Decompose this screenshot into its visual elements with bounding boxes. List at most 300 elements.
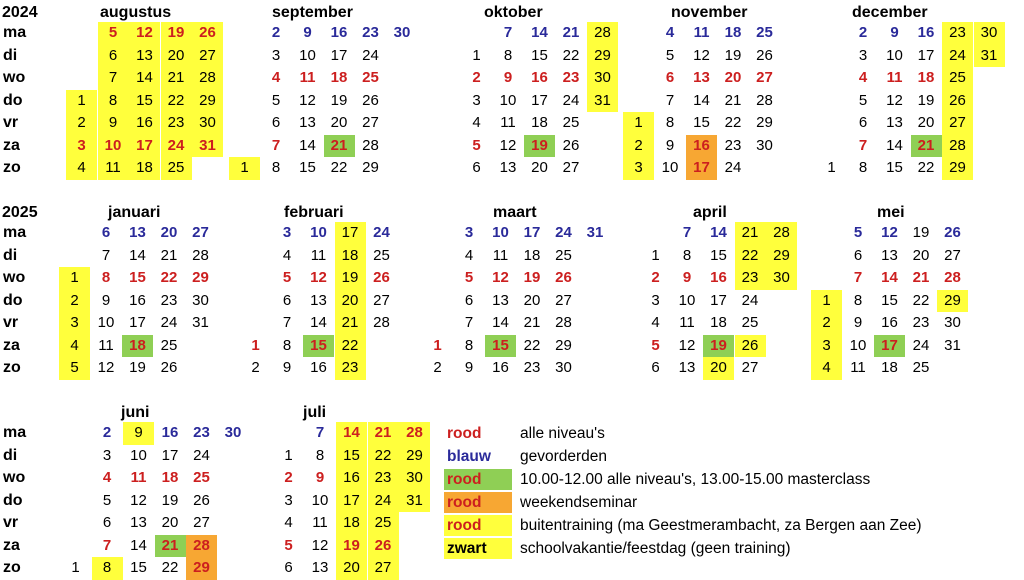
day-cell: 22 [161, 90, 192, 113]
day-cell: 1 [59, 267, 90, 290]
day-cell: 19 [523, 269, 541, 286]
day-cell: 17 [129, 135, 160, 158]
day-cell: 16 [336, 467, 367, 490]
day-cell: 19 [161, 491, 179, 509]
day-cell: 7 [665, 91, 675, 109]
day-label: vr [3, 114, 19, 131]
day-cell: 25 [562, 114, 580, 131]
day-cell: 9 [853, 314, 863, 331]
day-label: di [3, 46, 18, 64]
day-cell: 14 [130, 536, 147, 554]
day-cell: 20 [160, 224, 178, 241]
day-cell: 26 [944, 224, 961, 241]
day-cell: 13 [299, 114, 316, 131]
day-cell: 26 [192, 22, 223, 45]
day-cell: 21 [155, 535, 186, 558]
day-cell: 28 [756, 91, 773, 109]
day-cell: 9 [282, 359, 292, 376]
day-cell: 2 [433, 359, 442, 376]
day-cell: 14 [129, 246, 146, 264]
day-cell: 14 [710, 224, 727, 241]
day-cell: 20 [161, 514, 179, 531]
day-label: do [3, 491, 23, 509]
day-cell: 31 [192, 314, 209, 331]
day-cell: 11 [500, 114, 516, 131]
day-cell: 11 [98, 336, 114, 354]
day-cell: 27 [193, 514, 210, 531]
day-cell: 21 [911, 135, 942, 158]
day-cell: 16 [492, 359, 509, 376]
day-cell: 20 [335, 290, 366, 313]
day-cell: 13 [881, 246, 898, 264]
day-cell: 12 [129, 22, 160, 45]
day-cell: 7 [464, 314, 474, 331]
day-cell: 1 [623, 112, 654, 135]
day-cell: 29 [937, 290, 968, 313]
day-cell: 12 [492, 269, 509, 286]
day-cell: 25 [161, 157, 192, 180]
day-cell: 25 [193, 469, 210, 486]
day-cell: 3 [271, 46, 281, 64]
day-cell: 23 [912, 314, 930, 331]
day-cell: 15 [129, 90, 160, 113]
day-cell: 2 [858, 24, 868, 41]
day-cell: 15 [129, 269, 146, 286]
day-cell: 28 [942, 135, 973, 158]
day-cell: 17 [874, 335, 905, 358]
day-cell: 3 [623, 157, 654, 180]
day-cell: 28 [944, 269, 961, 286]
day-cell: 6 [665, 69, 675, 86]
day-cell: 26 [362, 91, 379, 109]
day-label: zo [3, 359, 21, 376]
day-cell: 20 [912, 246, 930, 264]
day-cell: 12 [881, 224, 898, 241]
day-cell: 23 [942, 22, 973, 45]
day-cell: 9 [503, 69, 513, 86]
day-cell: 21 [161, 67, 192, 90]
day-cell: 16 [161, 424, 179, 441]
day-label: zo [3, 559, 21, 576]
day-cell: 5 [472, 136, 481, 154]
day-cell: 14 [336, 422, 367, 445]
day-cell: 14 [693, 91, 710, 109]
day-label: di [3, 246, 18, 264]
day-cell: 2 [284, 469, 293, 486]
day-cell: 3 [59, 312, 90, 335]
day-cell: 16 [531, 69, 548, 86]
day-cell: 24 [193, 446, 210, 464]
day-cell: 10 [299, 46, 316, 64]
day-cell: 20 [523, 291, 541, 309]
day-cell: 8 [315, 446, 325, 464]
legend-text: buitentraining (ma Geestmerambacht, za Bergen aan Zee) [520, 517, 922, 534]
day-cell: 29 [192, 90, 223, 113]
day-cell: 20 [531, 159, 548, 176]
month-title: mei [877, 204, 905, 221]
day-cell: 21 [562, 24, 580, 41]
day-cell: 26 [368, 535, 399, 558]
day-cell: 24 [161, 135, 192, 158]
day-cell: 10 [678, 291, 696, 309]
day-cell: 26 [160, 359, 178, 376]
day-cell: 16 [129, 112, 160, 135]
day-cell: 7 [315, 424, 325, 441]
day-cell: 18 [523, 246, 541, 264]
day-cell: 6 [472, 159, 481, 176]
day-cell: 18 [330, 69, 348, 86]
day-cell: 10 [130, 446, 147, 464]
legend-text: gevorderden [520, 448, 608, 465]
day-cell: 22 [735, 245, 766, 268]
day-label: ma [3, 224, 27, 241]
day-cell: 13 [693, 69, 710, 86]
day-cell: 2 [271, 24, 281, 41]
day-cell: 2 [651, 269, 660, 286]
day-cell: 30 [944, 314, 961, 331]
day-cell: 10 [311, 491, 329, 509]
day-cell: 30 [766, 267, 797, 290]
day-cell: 9 [682, 269, 692, 286]
day-cell: 15 [130, 559, 147, 576]
day-cell: 18 [129, 157, 160, 180]
day-cell: 17 [335, 222, 366, 245]
day-cell: 19 [703, 335, 734, 358]
day-cell: 28 [373, 314, 390, 331]
day-cell: 12 [299, 91, 316, 109]
day-cell: 15 [485, 335, 516, 358]
day-cell: 10 [499, 91, 517, 109]
day-label: za [3, 136, 20, 154]
day-cell: 27 [373, 291, 390, 309]
day-cell: 3 [284, 491, 293, 509]
day-cell: 18 [881, 359, 898, 376]
day-cell: 25 [160, 336, 178, 354]
legend-text: schoolvakantie/feestdag (geen training) [520, 540, 791, 557]
day-cell: 22 [562, 46, 580, 64]
day-cell: 28 [192, 246, 209, 264]
day-cell: 3 [282, 224, 292, 241]
day-cell: 30 [555, 359, 572, 376]
day-cell: 1 [433, 336, 442, 354]
day-cell: 14 [531, 24, 548, 41]
day-cell: 15 [299, 159, 316, 176]
day-cell: 15 [881, 291, 898, 309]
day-cell: 9 [890, 24, 899, 41]
day-cell: 8 [682, 246, 692, 264]
day-cell: 22 [160, 269, 178, 286]
day-cell: 16 [310, 359, 327, 376]
day-cell: 11 [310, 246, 327, 264]
day-cell: 8 [858, 159, 868, 176]
month-title: oktober [484, 4, 543, 21]
day-cell: 5 [282, 269, 292, 286]
day-cell: 4 [66, 157, 97, 180]
day-cell: 30 [192, 291, 209, 309]
month-title: augustus [100, 4, 172, 21]
day-cell: 7 [503, 24, 513, 41]
day-cell: 9 [315, 469, 325, 486]
day-cell: 9 [123, 422, 154, 445]
day-cell: 20 [703, 357, 734, 380]
day-cell: 29 [399, 445, 430, 468]
day-cell: 9 [101, 291, 111, 309]
day-cell: 19 [161, 22, 192, 45]
year-label: 2024 [2, 4, 38, 21]
day-cell: 3 [464, 224, 474, 241]
day-cell: 26 [193, 491, 210, 509]
day-cell: 26 [735, 335, 766, 358]
day-cell: 2 [102, 424, 112, 441]
day-cell: 29 [942, 157, 973, 180]
legend-key: rood [444, 492, 512, 513]
day-cell: 6 [858, 114, 868, 131]
day-cell: 21 [160, 246, 178, 264]
day-cell: 19 [330, 91, 348, 109]
day-cell: 7 [858, 136, 868, 154]
day-cell: 18 [336, 512, 367, 535]
day-cell: 2 [472, 69, 481, 86]
day-cell: 11 [679, 314, 695, 331]
day-cell: 13 [130, 514, 147, 531]
day-cell: 23 [362, 24, 379, 41]
day-cell: 10 [886, 46, 903, 64]
day-cell: 24 [373, 224, 390, 241]
day-cell: 14 [881, 269, 898, 286]
day-cell: 31 [399, 490, 430, 513]
day-cell: 5 [59, 357, 90, 380]
day-cell: 6 [284, 559, 293, 576]
day-cell: 6 [102, 514, 112, 531]
day-label: vr [3, 314, 19, 331]
day-cell: 24 [368, 490, 399, 513]
month-title: april [693, 204, 727, 221]
day-cell: 29 [192, 269, 209, 286]
day-label: wo [3, 69, 26, 86]
day-cell: 10 [849, 336, 867, 354]
day-cell: 15 [693, 114, 710, 131]
day-cell: 17 [129, 314, 146, 331]
day-cell: 23 [368, 467, 399, 490]
day-cell: 28 [766, 222, 797, 245]
day-cell: 13 [129, 45, 160, 68]
day-cell: 14 [129, 67, 160, 90]
day-cell: 4 [271, 69, 281, 86]
day-cell: 1 [71, 559, 80, 576]
month-title: januari [108, 204, 161, 221]
day-cell: 2 [251, 359, 260, 376]
day-cell: 25 [912, 359, 930, 376]
day-cell: 7 [101, 246, 111, 264]
day-cell: 18 [710, 314, 727, 331]
day-cell: 8 [271, 159, 281, 176]
day-cell: 3 [651, 291, 660, 309]
legend-key: rood [444, 515, 512, 536]
day-cell: 23 [724, 136, 742, 154]
day-cell: 5 [853, 224, 863, 241]
day-cell: 12 [97, 359, 115, 376]
legend-key: zwart [444, 538, 512, 559]
day-cell: 11 [98, 157, 129, 180]
day-cell: 22 [368, 445, 399, 468]
day-cell: 17 [161, 446, 179, 464]
day-cell: 30 [192, 112, 223, 135]
month-title: juni [121, 404, 150, 421]
day-cell: 4 [811, 357, 842, 380]
day-cell: 22 [523, 336, 541, 354]
day-cell: 19 [917, 91, 935, 109]
day-cell: 5 [98, 22, 129, 45]
day-cell: 11 [693, 24, 710, 41]
day-cell: 18 [917, 69, 935, 86]
day-cell: 19 [912, 224, 930, 241]
day-cell: 21 [735, 222, 766, 245]
day-label: za [3, 536, 20, 554]
day-cell: 26 [756, 46, 773, 64]
day-cell: 31 [586, 224, 604, 241]
day-cell: 8 [98, 90, 129, 113]
day-cell: 26 [562, 136, 580, 154]
day-cell: 13 [499, 159, 517, 176]
day-cell: 16 [129, 291, 146, 309]
day-cell: 30 [399, 467, 430, 490]
day-cell: 23 [562, 69, 580, 86]
day-cell: 13 [311, 559, 329, 576]
day-cell: 18 [724, 24, 742, 41]
day-cell: 5 [464, 269, 474, 286]
day-cell: 17 [686, 157, 717, 180]
day-cell: 7 [102, 536, 112, 554]
day-cell: 23 [161, 112, 192, 135]
month-title: februari [284, 204, 344, 221]
day-cell: 31 [974, 45, 1005, 68]
day-cell: 24 [555, 224, 572, 241]
day-label: wo [3, 469, 26, 486]
day-label: wo [3, 269, 26, 286]
legend-text: 10.00-12.00 alle niveau's, 13.00-15.00 masterclass [520, 471, 871, 488]
day-cell: 14 [886, 136, 903, 154]
day-cell: 28 [192, 67, 223, 90]
day-cell: 1 [651, 246, 660, 264]
day-cell: 10 [661, 159, 679, 176]
day-cell: 12 [693, 46, 710, 64]
day-cell: 4 [59, 335, 90, 358]
day-cell: 28 [362, 136, 379, 154]
day-cell: 2 [623, 135, 654, 158]
day-cell: 30 [756, 136, 773, 154]
day-cell: 11 [886, 69, 903, 86]
day-cell: 14 [310, 314, 327, 331]
day-cell: 29 [186, 557, 217, 580]
day-cell: 13 [129, 224, 146, 241]
day-cell: 9 [98, 112, 129, 135]
day-cell: 8 [464, 336, 474, 354]
day-cell: 6 [271, 114, 281, 131]
year-label: 2025 [2, 204, 38, 221]
day-cell: 23 [160, 291, 178, 309]
day-cell: 16 [686, 135, 717, 158]
day-cell: 5 [858, 91, 868, 109]
day-cell: 14 [299, 136, 316, 154]
day-cell: 24 [942, 45, 973, 68]
day-cell: 20 [161, 45, 192, 68]
day-cell: 6 [282, 291, 292, 309]
day-cell: 13 [886, 114, 903, 131]
day-cell: 1 [827, 159, 836, 176]
month-title: september [272, 4, 353, 21]
day-cell: 5 [271, 91, 281, 109]
day-cell: 21 [324, 135, 355, 158]
day-cell: 11 [299, 69, 316, 86]
day-cell: 1 [284, 446, 293, 464]
day-cell: 27 [562, 159, 580, 176]
day-cell: 6 [101, 224, 111, 241]
day-cell: 18 [335, 245, 366, 268]
day-cell: 9 [464, 359, 474, 376]
day-cell: 28 [186, 535, 217, 558]
day-cell: 24 [160, 314, 178, 331]
day-cell: 21 [912, 269, 930, 286]
day-cell: 21 [368, 422, 399, 445]
day-cell: 25 [756, 24, 773, 41]
day-cell: 28 [399, 422, 430, 445]
day-cell: 11 [492, 246, 509, 264]
day-cell: 1 [811, 290, 842, 313]
day-cell: 29 [766, 245, 797, 268]
day-cell: 30 [393, 24, 411, 41]
month-title: maart [493, 204, 537, 221]
day-cell: 6 [98, 45, 129, 68]
day-cell: 17 [917, 46, 935, 64]
day-cell: 4 [464, 246, 474, 264]
legend-text: weekendseminar [520, 494, 638, 511]
day-cell: 6 [651, 359, 660, 376]
day-cell: 31 [192, 135, 223, 158]
day-cell: 4 [665, 24, 675, 41]
day-cell: 12 [130, 491, 147, 509]
day-label: di [3, 446, 18, 464]
day-cell: 8 [92, 557, 123, 580]
day-cell: 8 [101, 269, 111, 286]
day-cell: 8 [503, 46, 513, 64]
day-cell: 24 [741, 291, 759, 309]
day-cell: 22 [912, 291, 930, 309]
day-cell: 24 [562, 91, 580, 109]
day-cell: 7 [271, 136, 281, 154]
day-cell: 23 [523, 359, 541, 376]
day-cell: 19 [335, 267, 366, 290]
day-cell: 19 [724, 46, 742, 64]
day-cell: 21 [523, 314, 541, 331]
day-label: vr [3, 514, 19, 531]
day-cell: 31 [944, 336, 961, 354]
day-cell: 27 [944, 246, 961, 264]
day-cell: 1 [66, 90, 97, 113]
day-cell: 12 [499, 136, 517, 154]
day-cell: 6 [853, 246, 863, 264]
day-cell: 18 [161, 469, 179, 486]
day-cell: 27 [741, 359, 759, 376]
legend-key: rood [444, 469, 512, 490]
day-cell: 25 [362, 69, 379, 86]
day-cell: 12 [310, 269, 327, 286]
day-cell: 19 [336, 535, 367, 558]
day-cell: 23 [193, 424, 210, 441]
day-cell: 18 [122, 335, 153, 358]
month-title: november [671, 4, 748, 21]
month-title: juli [303, 404, 327, 421]
day-cell: 3 [858, 46, 868, 64]
